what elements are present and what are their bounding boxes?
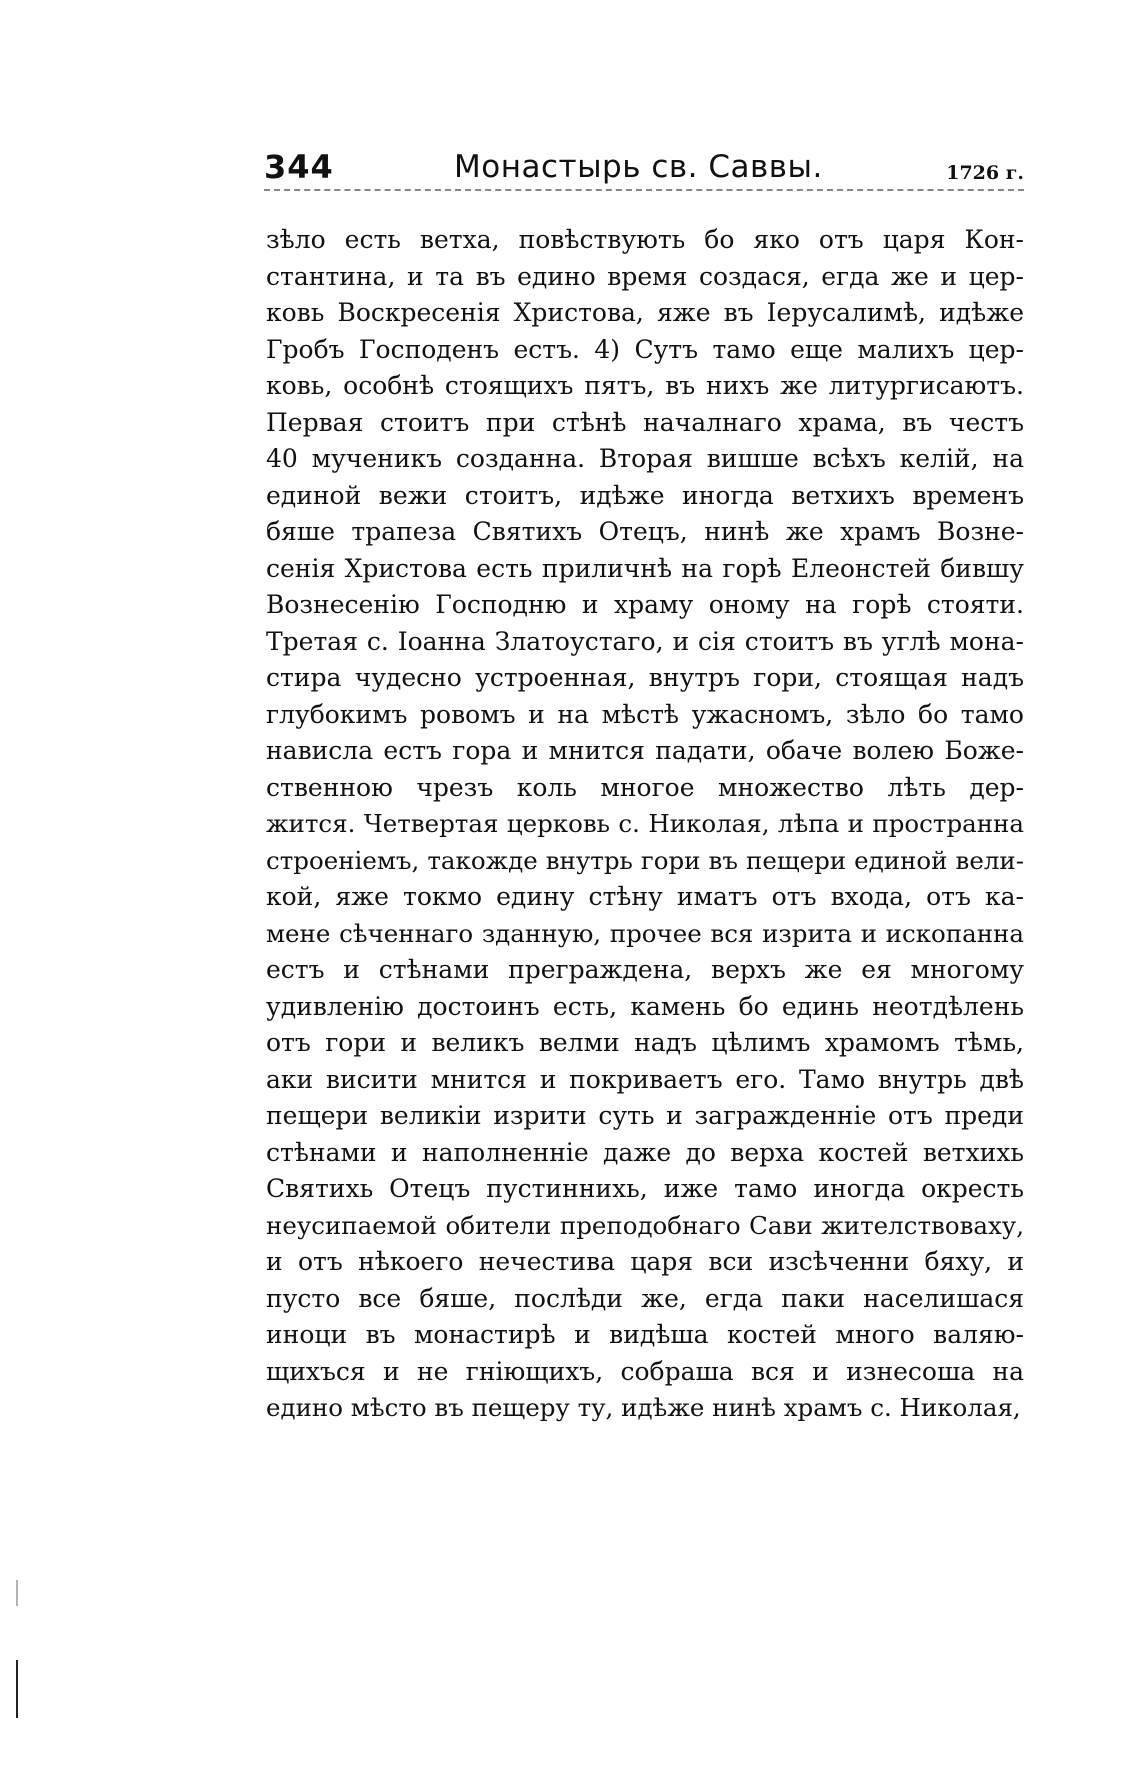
text-line: нависла естъ гора и мнится падати, обаче волею Боже- — [266, 736, 1024, 765]
text-line: стира чудесно устроенная, внутръ гори, стоящая надъ — [266, 663, 1024, 692]
text-line: неусипаемой обители преподобнаго Сави жителствоваху, — [266, 1210, 1024, 1240]
body-text — [266, 222, 1024, 1427]
page-header — [264, 147, 1024, 199]
text-line: едино мѣсто въ пещеру ту, идѣже нинѣ храмъ с. Николая, — [266, 1393, 1021, 1422]
margin-mark — [16, 1660, 18, 1718]
text-line: Святихь Отецъ пустинниxь, иже тамо иногда окресть — [266, 1174, 1024, 1203]
text-line: естъ и стѣнами преграждена, верхъ же ея многому — [266, 955, 1024, 984]
text-line: пещери великіи изрити суть и заграждeнніе отъ преди — [266, 1101, 1024, 1130]
running-title: Монастырь св. Саввы. — [454, 149, 823, 185]
text-line: зѣло есть ветха, повѣствують бо яко отъ царя Кон- — [266, 225, 1024, 254]
text-line: стантина, и та въ едино время создася, егда же и цер- — [266, 261, 1024, 291]
text-line: аки висити мнится и покриваетъ его. Тамо внутрь двѣ — [266, 1064, 1024, 1094]
text-line: удивленію достоинъ есть, камень бо единь неотдѣлень — [266, 991, 1024, 1021]
text-line: жится. Четвертая церковь с. Николая, лѣпа и пространна — [266, 809, 1024, 838]
text-line: сенія Христова есть приличнѣ на горѣ Елеонстей бившу — [266, 553, 1024, 583]
margin-mark — [16, 1580, 18, 1606]
page-number: 344 — [264, 148, 334, 186]
year-label: 1726 г. — [946, 162, 1024, 184]
text-line: ственною чрезъ коль многое множество лѣть дер- — [266, 772, 1024, 802]
text-line: ковь, особнѣ стоящихъ пятъ, въ нихъ же литургисаютъ. — [266, 371, 1024, 400]
text-line: строеніемъ, такожде внутрь гори въ пещери единой вели- — [266, 845, 1024, 875]
text-line: иноци въ монастирѣ и видѣша костей много валяю- — [266, 1320, 1024, 1349]
text-line: пусто все бяше, послѣди же, егда паки населишася — [266, 1283, 1024, 1313]
text-line: и отъ нѣкоего нечестива царя вси изсѣченни бяху, и — [266, 1247, 1024, 1276]
text-line: 40 мученикъ созданна. Вторая вишше всѣхъ келій, на — [266, 444, 1024, 473]
text-line: ковь Воскресенія Христова, яже въ Іерусалимѣ, идѣже — [266, 298, 1024, 327]
text-line: глубокимъ ровомъ и на мѣстѣ ужасномъ, зѣло бо тамо — [266, 699, 1024, 729]
text-line: бяше трапеза Святихъ Отецъ, нинѣ же храмъ Возне- — [266, 517, 1024, 546]
text-line: Вознесенію Господню и храму оному на горѣ стояти. — [266, 590, 1024, 619]
header-rule — [264, 189, 1024, 191]
text-line: единой вежи стоитъ, идѣже иногда ветхихъ временъ — [266, 480, 1024, 510]
text-line: щихъся и не гніющихъ, собраша вся и изнесоша на — [266, 1356, 1024, 1386]
text-line: кой, яже токмо едину стѣну иматъ отъ входа, отъ ка- — [266, 882, 1024, 911]
text-line: отъ гори и великъ велми надъ цѣлимъ храмомъ тѣмь, — [266, 1028, 1024, 1057]
text-line: мене сѣченнаго зданную, прочее вся изрита и ископанна — [266, 918, 1024, 948]
text-line: Гробъ Господенъ естъ. 4) Сутъ тамо еще малихъ цер- — [266, 334, 1024, 364]
text-line: стѣнами и наполненніе даже до верха костей ветхихь — [266, 1137, 1024, 1167]
text-line: Третая с. Іоанна Златоустаго, и сія стоитъ въ углѣ мона- — [266, 626, 1024, 656]
text-line: Первая стоитъ при стѣнѣ началнаго храма, въ честъ — [266, 407, 1024, 437]
